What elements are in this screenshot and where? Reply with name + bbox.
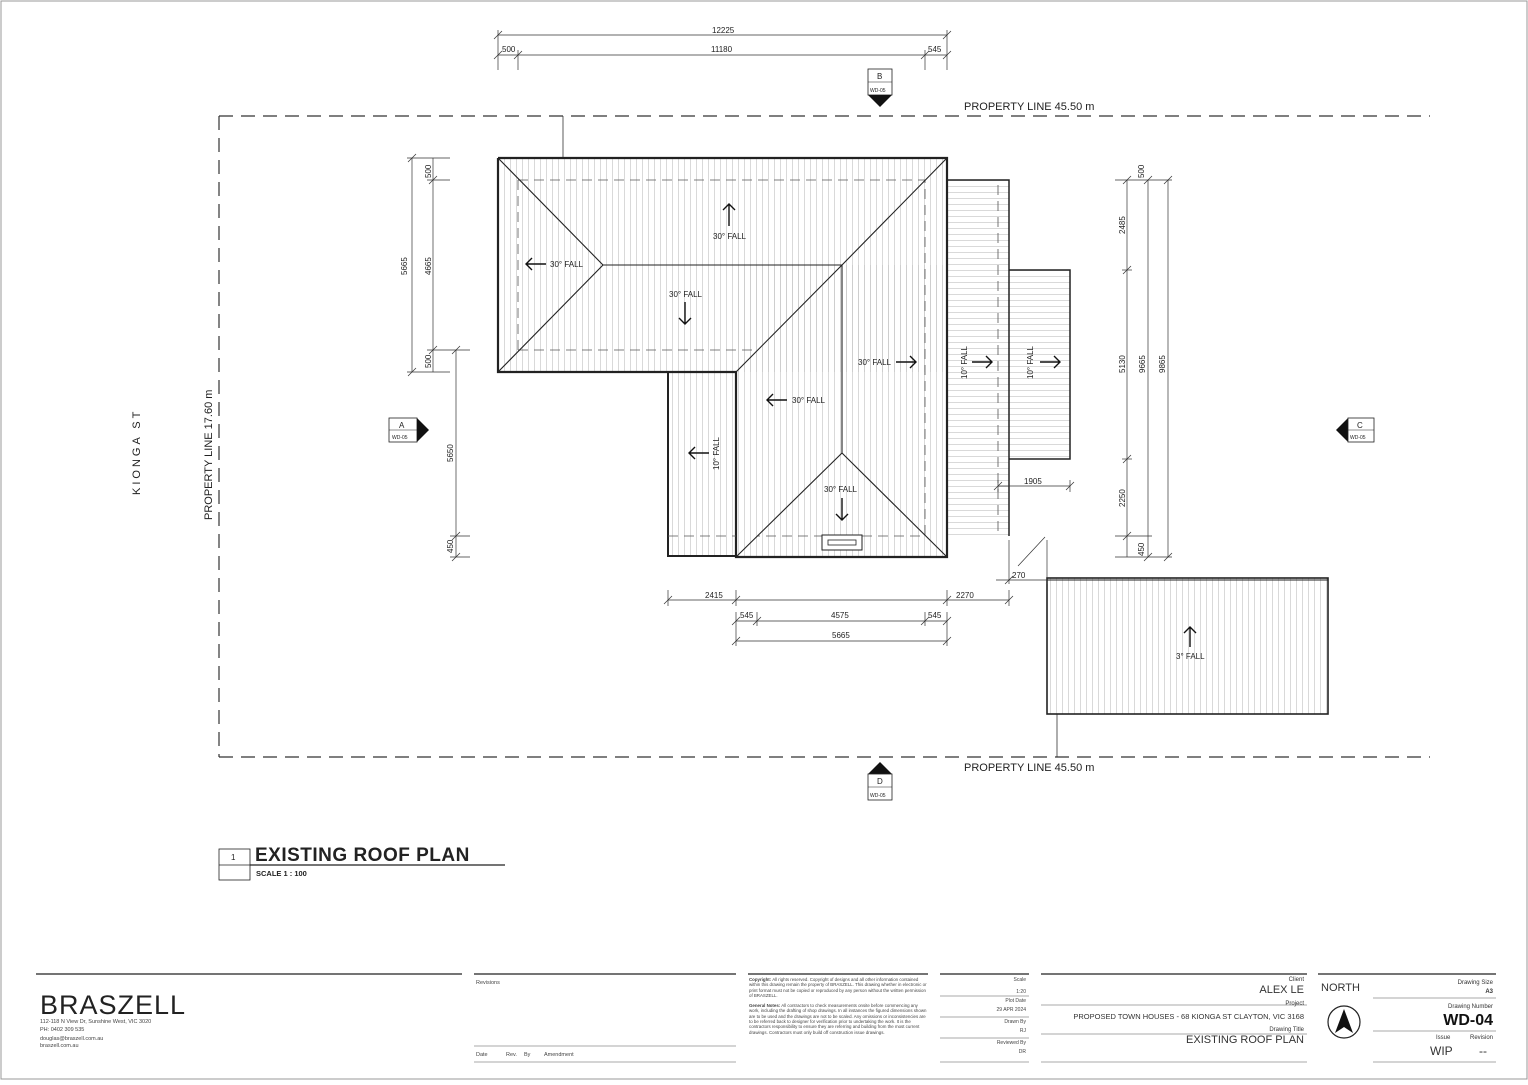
dim-text: 450 [446, 539, 455, 553]
issue-value: WIP [1430, 1044, 1453, 1058]
fall-label: 30° FALL [550, 260, 583, 269]
section-marker-a [389, 418, 429, 442]
dim-text: 545 [928, 45, 942, 54]
dim-text: 4575 [831, 611, 849, 620]
property-line-top-label: PROPERTY LINE 45.50 m [964, 101, 1095, 113]
dim-text: 5665 [400, 257, 409, 275]
marker-ref: WD-05 [1350, 435, 1366, 441]
dim-text: 500 [502, 45, 516, 54]
drawing-title-value: EXISTING ROOF PLAN [1186, 1034, 1304, 1046]
fall-label: 10° FALL [960, 346, 969, 379]
fall-label: 10° FALL [712, 437, 721, 470]
dim-text: 500 [424, 354, 433, 368]
drawing-number-value: WD-04 [1443, 1012, 1493, 1029]
company-name: BRASZELL [40, 990, 187, 1020]
dim-text: 270 [1012, 571, 1026, 580]
drawing-number-label: Drawing Number [1447, 1004, 1493, 1010]
notes-title: General Notes: [749, 1003, 781, 1009]
issue-label: Issue [1436, 1035, 1451, 1041]
dim-text: 2485 [1118, 216, 1127, 234]
fall-label: 30° FALL [792, 396, 825, 405]
property-line-bottom-label: PROPERTY LINE 45.50 m [964, 762, 1095, 774]
dim-text: 9865 [1158, 355, 1167, 373]
dim-text: 450 [1137, 542, 1146, 556]
plot-date-label: Plot Date [1005, 998, 1026, 1004]
copyright-notes [749, 977, 927, 1035]
marker-letter: D [877, 777, 883, 786]
dim-text: 545 [740, 611, 754, 620]
copyright-title: Copyright: [749, 977, 772, 982]
notes-text: All contractors to check measurements onsite before commencing any work, including the drafting of shop drawings. In all instances the figured dimensions shown are to be used and the drawings are not to be scaled. Any omissions or inconsistencies are to be referred back to designer for verification prior to undertaking the work. It is the contractors responsibility to ensure they are referring and building from the most current drawings. Contractors must only build off construction issue drawings. [749, 1003, 927, 1035]
marker-ref: WD-05 [392, 435, 408, 441]
rev-col-rev: Rev. [506, 1052, 517, 1058]
dim-text: 5650 [446, 444, 455, 462]
rev-col-by: By [524, 1052, 531, 1058]
plot-date-value: 29 APR 2024 [996, 1007, 1026, 1013]
project-info [1042, 977, 1304, 1046]
dim-text: 4665 [424, 257, 433, 275]
revision-value: -- [1479, 1044, 1487, 1058]
dim-text: 2270 [956, 591, 974, 600]
plan-title [219, 845, 505, 880]
client-label: Client [1288, 977, 1304, 983]
dim-text: 500 [424, 164, 433, 178]
marker-letter: A [399, 421, 405, 430]
company-phone: PH: 0402 309 535 [40, 1027, 85, 1033]
dim-text: 2415 [705, 591, 723, 600]
project-label: Project [1285, 1001, 1304, 1007]
north-arrow-icon [1326, 1004, 1362, 1040]
drawing-title-label: Drawing Title [1269, 1027, 1304, 1033]
dim-text: 545 [928, 611, 942, 620]
company-address: 112-118 N View Dr, Sunshine West, VIC 3020 [40, 1019, 152, 1025]
section-marker-c [1336, 418, 1374, 442]
drawing-size-value: A3 [1485, 989, 1493, 995]
fall-label: 10° FALL [1026, 346, 1035, 379]
fall-label: 30° FALL [713, 232, 746, 241]
revision-label: Revision [1469, 1035, 1493, 1041]
fall-label: 3° FALL [1176, 652, 1205, 661]
property-line-left-label: PROPERTY LINE 17.60 m [203, 389, 215, 520]
dim-text: 500 [1137, 164, 1146, 178]
client-value: ALEX LE [1259, 984, 1304, 996]
company-website: braszell.com.au [40, 1043, 79, 1049]
revisions-label: Revisions [476, 980, 500, 986]
drawn-by-label: Drawn By [1004, 1019, 1026, 1025]
dim-text: 5665 [832, 631, 850, 640]
north-label: NORTH [1321, 982, 1360, 994]
rev-col-amendment: Amendment [544, 1052, 574, 1058]
marker-ref: WD-05 [870, 793, 886, 799]
drawing-size-label: Drawing Size [1457, 980, 1493, 986]
roof-garage [1047, 578, 1328, 714]
plan-number: 1 [231, 853, 236, 862]
dim-text: 1905 [1024, 477, 1042, 486]
section-marker-b [868, 69, 892, 107]
plan-title-text: EXISTING ROOF PLAN [255, 845, 470, 866]
dim-text: 2250 [1118, 489, 1127, 507]
dim-text: 9665 [1138, 355, 1147, 373]
marker-ref: WD-05 [870, 88, 886, 94]
marker-letter: C [1357, 421, 1363, 430]
reviewed-by-value: DR [1018, 1049, 1026, 1055]
project-value: PROPOSED TOWN HOUSES - 68 KIONGA ST CLAYTON, VIC 3168 [1073, 1012, 1304, 1021]
copyright-text: All rights reserved. Copyright of designs and all other information contained within this drawing remain the property of BRASZELL. This drawing whether in electronic or print format must not be copied or reproduced by any person without the written permission of BRASZELL. [749, 977, 927, 998]
fall-label: 30° FALL [669, 290, 702, 299]
street-name: KIONGA ST [131, 408, 143, 495]
plot-info [940, 977, 1026, 1061]
section-marker-d [868, 762, 892, 800]
plan-scale: SCALE 1 : 100 [256, 869, 307, 878]
marker-letter: B [877, 72, 883, 81]
dim-text: 11180 [711, 45, 733, 54]
reviewed-by-label: Reviewed By [996, 1040, 1026, 1046]
rev-col-date: Date [476, 1052, 488, 1058]
dim-text: 12225 [712, 26, 735, 35]
roof-main-house [498, 158, 1070, 557]
dim-text: 5130 [1118, 355, 1127, 373]
fall-label: 30° FALL [824, 485, 857, 494]
fall-label: 30° FALL [858, 358, 891, 367]
scale-value: 1:20 [1016, 989, 1026, 995]
scale-label: Scale [1013, 977, 1026, 983]
drawn-by-value: RJ [1019, 1028, 1026, 1034]
company-email: douglas@braszell.com.au [40, 1036, 104, 1042]
north-block [1319, 980, 1495, 1064]
